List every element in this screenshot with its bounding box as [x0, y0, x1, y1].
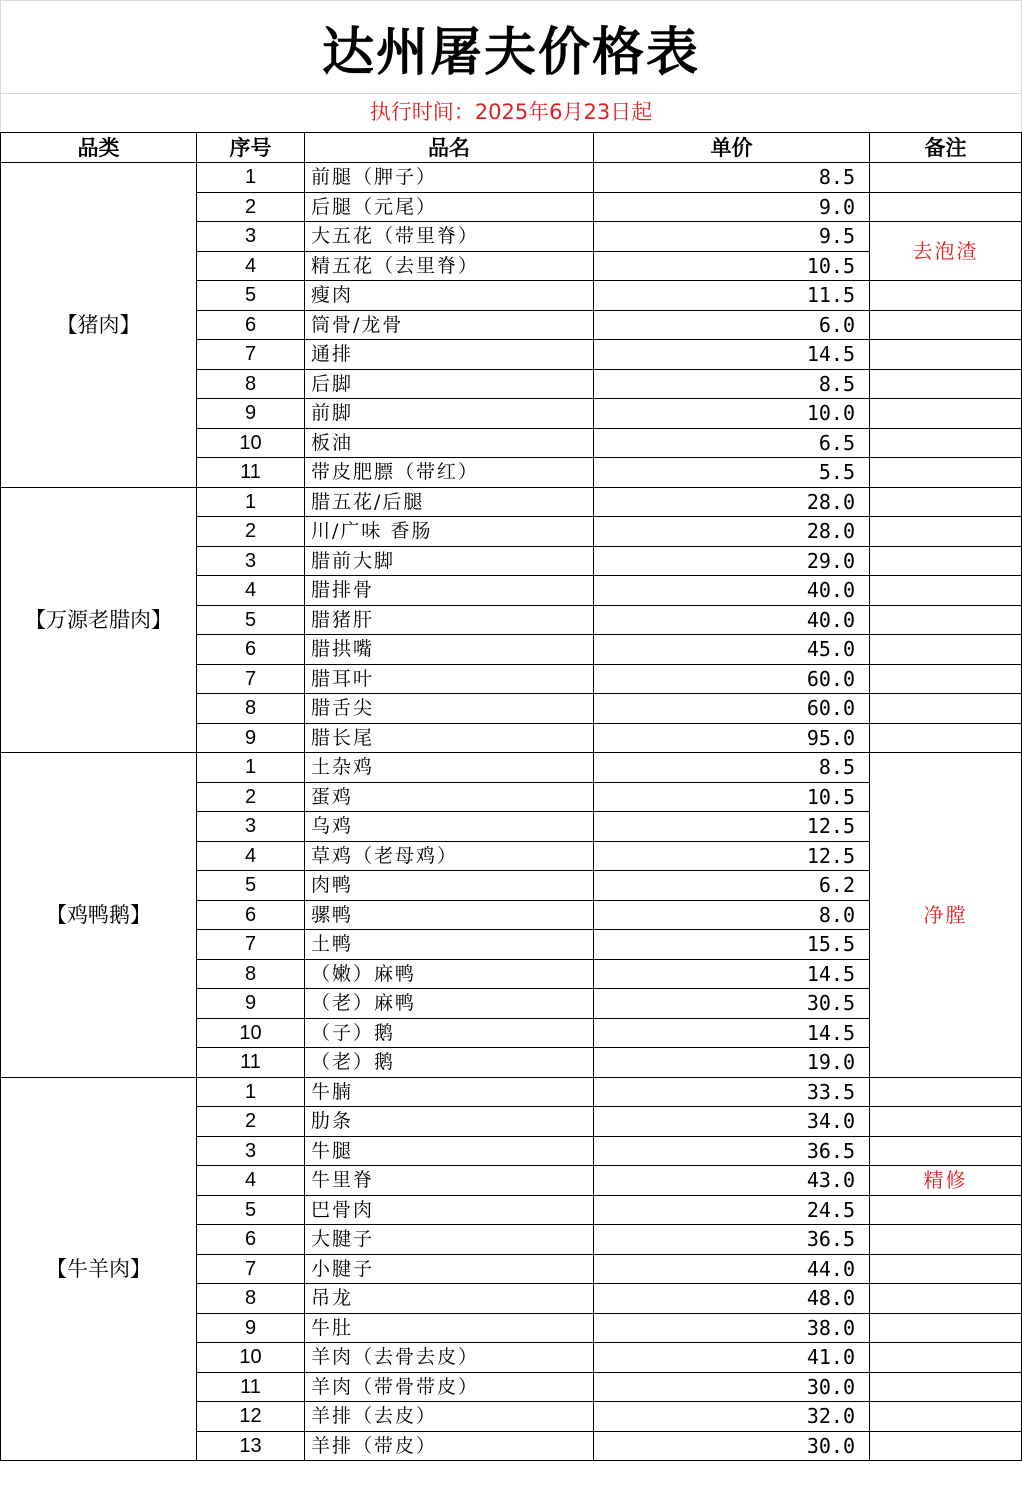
price-cell: 34.0	[594, 1107, 870, 1137]
note-cell-empty	[870, 694, 1022, 724]
price-cell: 30.0	[594, 1431, 870, 1461]
price-cell: 14.5	[594, 959, 870, 989]
index-cell: 5	[197, 605, 305, 635]
price-cell: 8.5	[594, 369, 870, 399]
price-cell: 60.0	[594, 694, 870, 724]
note-cell-empty	[870, 605, 1022, 635]
price-cell: 30.5	[594, 989, 870, 1019]
product-name-cell: 精五花（去里脊）	[305, 251, 594, 281]
index-cell: 8	[197, 959, 305, 989]
product-name-cell: 土鸭	[305, 930, 594, 960]
note-cell-empty	[870, 369, 1022, 399]
note-cell-empty	[870, 1284, 1022, 1314]
price-cell: 11.5	[594, 281, 870, 311]
product-name-cell: 腊长尾	[305, 723, 594, 753]
product-name-cell: 前脚	[305, 399, 594, 429]
category-cell: 【万源老腊肉】	[1, 487, 197, 753]
product-name-cell: 土杂鸡	[305, 753, 594, 783]
price-cell: 30.0	[594, 1372, 870, 1402]
price-cell: 6.2	[594, 871, 870, 901]
product-name-cell: 乌鸡	[305, 812, 594, 842]
product-name-cell: 腊五花/后腿	[305, 487, 594, 517]
price-cell: 9.5	[594, 222, 870, 252]
note-cell-empty	[870, 340, 1022, 370]
product-name-cell: 腊舌尖	[305, 694, 594, 724]
price-cell: 14.5	[594, 1018, 870, 1048]
index-cell: 6	[197, 635, 305, 665]
note-cell-empty	[870, 487, 1022, 517]
product-name-cell: 牛里脊	[305, 1166, 594, 1196]
index-cell: 6	[197, 900, 305, 930]
header-index: 序号	[197, 133, 305, 163]
price-cell: 32.0	[594, 1402, 870, 1432]
price-cell: 14.5	[594, 340, 870, 370]
note-cell-empty	[870, 163, 1022, 193]
note-cell-empty	[870, 1313, 1022, 1343]
index-cell: 4	[197, 251, 305, 281]
product-name-cell: 羊肉（去骨去皮）	[305, 1343, 594, 1373]
product-name-cell: 后脚	[305, 369, 594, 399]
product-name-cell: 瘦肉	[305, 281, 594, 311]
product-name-cell: 腊前大脚	[305, 546, 594, 576]
price-cell: 41.0	[594, 1343, 870, 1373]
price-cell: 36.5	[594, 1225, 870, 1255]
index-cell: 5	[197, 871, 305, 901]
product-name-cell: 蛋鸡	[305, 782, 594, 812]
index-cell: 8	[197, 369, 305, 399]
index-cell: 6	[197, 1225, 305, 1255]
note-cell-empty	[870, 1077, 1022, 1107]
note-cell: 净膛	[870, 753, 1022, 1078]
index-cell: 7	[197, 1254, 305, 1284]
product-name-cell: 通排	[305, 340, 594, 370]
price-cell: 28.0	[594, 517, 870, 547]
note-cell-empty	[870, 428, 1022, 458]
price-cell: 5.5	[594, 458, 870, 488]
index-cell: 8	[197, 694, 305, 724]
index-cell: 2	[197, 517, 305, 547]
index-cell: 9	[197, 399, 305, 429]
product-name-cell: 小腱子	[305, 1254, 594, 1284]
index-cell: 2	[197, 1107, 305, 1137]
note-cell-empty	[870, 1107, 1022, 1137]
product-name-cell: 肋条	[305, 1107, 594, 1137]
note-cell-empty	[870, 517, 1022, 547]
index-cell: 5	[197, 1195, 305, 1225]
price-cell: 24.5	[594, 1195, 870, 1225]
product-name-cell: 牛腿	[305, 1136, 594, 1166]
index-cell: 1	[197, 163, 305, 193]
index-cell: 6	[197, 310, 305, 340]
title-row	[0, 0, 1022, 94]
price-table	[0, 132, 1022, 1461]
price-cell: 40.0	[594, 605, 870, 635]
product-name-cell: 腊猪肝	[305, 605, 594, 635]
header-price: 单价	[594, 133, 870, 163]
product-name-cell: 吊龙	[305, 1284, 594, 1314]
price-cell: 15.5	[594, 930, 870, 960]
note-cell-empty	[870, 576, 1022, 606]
index-cell: 3	[197, 222, 305, 252]
category-cell: 【牛羊肉】	[1, 1077, 197, 1461]
index-cell: 1	[197, 1077, 305, 1107]
product-name-cell: 骡鸭	[305, 900, 594, 930]
note-cell-empty	[870, 635, 1022, 665]
note-cell-empty	[870, 664, 1022, 694]
note-cell: 去泡渣	[870, 222, 1022, 281]
index-cell: 2	[197, 782, 305, 812]
note-cell-empty	[870, 1402, 1022, 1432]
index-cell: 10	[197, 1343, 305, 1373]
index-cell: 10	[197, 428, 305, 458]
price-cell: 8.5	[594, 163, 870, 193]
product-name-cell: 牛肚	[305, 1313, 594, 1343]
product-name-cell: 腊拱嘴	[305, 635, 594, 665]
category-cell: 【鸡鸭鹅】	[1, 753, 197, 1078]
table-body	[1, 163, 1022, 1461]
product-name-cell: 后腿（元尾）	[305, 192, 594, 222]
price-cell: 19.0	[594, 1048, 870, 1078]
price-cell: 12.5	[594, 841, 870, 871]
index-cell: 7	[197, 930, 305, 960]
index-cell: 11	[197, 1048, 305, 1078]
table-row	[1, 1077, 1022, 1107]
product-name-cell: 肉鸭	[305, 871, 594, 901]
price-cell: 9.0	[594, 192, 870, 222]
note-cell: 精修	[870, 1166, 1022, 1196]
price-cell: 38.0	[594, 1313, 870, 1343]
index-cell: 3	[197, 1136, 305, 1166]
note-cell-empty	[870, 1343, 1022, 1373]
note-cell-empty	[870, 192, 1022, 222]
product-name-cell: 牛腩	[305, 1077, 594, 1107]
date-row	[0, 92, 1022, 130]
note-cell-empty	[870, 1225, 1022, 1255]
index-cell: 8	[197, 1284, 305, 1314]
price-cell: 29.0	[594, 546, 870, 576]
note-cell-empty	[870, 1372, 1022, 1402]
table-row	[1, 487, 1022, 517]
product-name-cell: 川/广味 香肠	[305, 517, 594, 547]
note-cell-empty	[870, 458, 1022, 488]
index-cell: 3	[197, 812, 305, 842]
product-name-cell: 巴骨肉	[305, 1195, 594, 1225]
note-cell-empty	[870, 310, 1022, 340]
price-cell: 48.0	[594, 1284, 870, 1314]
index-cell: 11	[197, 1372, 305, 1402]
note-cell-empty	[870, 1136, 1022, 1166]
price-cell: 60.0	[594, 664, 870, 694]
price-cell: 43.0	[594, 1166, 870, 1196]
category-cell: 【猪肉】	[1, 163, 197, 488]
price-cell: 10.5	[594, 251, 870, 281]
product-name-cell: （子）鹅	[305, 1018, 594, 1048]
index-cell: 10	[197, 1018, 305, 1048]
note-cell-empty	[870, 1254, 1022, 1284]
index-cell: 11	[197, 458, 305, 488]
index-cell: 9	[197, 989, 305, 1019]
table-row	[1, 753, 1022, 783]
price-cell: 40.0	[594, 576, 870, 606]
index-cell: 2	[197, 192, 305, 222]
index-cell: 1	[197, 487, 305, 517]
index-cell: 4	[197, 1166, 305, 1196]
price-cell: 6.0	[594, 310, 870, 340]
price-cell: 45.0	[594, 635, 870, 665]
effective-date: 执行时间：2025年6月23日起	[369, 100, 653, 124]
product-name-cell: （老）鹅	[305, 1048, 594, 1078]
product-name-cell: 腊耳叶	[305, 664, 594, 694]
product-name-cell: 羊肉（带骨带皮）	[305, 1372, 594, 1402]
index-cell: 3	[197, 546, 305, 576]
price-cell: 10.0	[594, 399, 870, 429]
product-name-cell: 羊排（带皮）	[305, 1431, 594, 1461]
index-cell: 13	[197, 1431, 305, 1461]
index-cell: 4	[197, 576, 305, 606]
note-cell-empty	[870, 1431, 1022, 1461]
product-name-cell: 带皮肥膘（带红）	[305, 458, 594, 488]
product-name-cell: （老）麻鸭	[305, 989, 594, 1019]
header-name: 品名	[305, 133, 594, 163]
note-cell-empty	[870, 399, 1022, 429]
price-cell: 36.5	[594, 1136, 870, 1166]
price-cell: 10.5	[594, 782, 870, 812]
product-name-cell: （嫩）麻鸭	[305, 959, 594, 989]
index-cell: 5	[197, 281, 305, 311]
index-cell: 9	[197, 1313, 305, 1343]
product-name-cell: 筒骨/龙骨	[305, 310, 594, 340]
product-name-cell: 腊排骨	[305, 576, 594, 606]
product-name-cell: 大腱子	[305, 1225, 594, 1255]
note-cell-empty	[870, 281, 1022, 311]
price-cell: 33.5	[594, 1077, 870, 1107]
index-cell: 4	[197, 841, 305, 871]
price-cell: 44.0	[594, 1254, 870, 1284]
product-name-cell: 草鸡（老母鸡）	[305, 841, 594, 871]
table-row	[1, 163, 1022, 193]
price-cell: 8.5	[594, 753, 870, 783]
header-note: 备注	[870, 133, 1022, 163]
note-cell-empty	[870, 546, 1022, 576]
header-category: 品类	[1, 133, 197, 163]
product-name-cell: 羊排（去皮）	[305, 1402, 594, 1432]
note-cell-empty	[870, 1195, 1022, 1225]
page-title: 达州屠夫价格表	[321, 22, 700, 83]
index-cell: 1	[197, 753, 305, 783]
price-cell: 95.0	[594, 723, 870, 753]
index-cell: 12	[197, 1402, 305, 1432]
index-cell: 7	[197, 340, 305, 370]
product-name-cell: 前腿（胛子）	[305, 163, 594, 193]
index-cell: 7	[197, 664, 305, 694]
price-cell: 6.5	[594, 428, 870, 458]
product-name-cell: 板油	[305, 428, 594, 458]
note-cell-empty	[870, 723, 1022, 753]
header-row	[1, 133, 1022, 163]
index-cell: 9	[197, 723, 305, 753]
product-name-cell: 大五花（带里脊）	[305, 222, 594, 252]
price-cell: 28.0	[594, 487, 870, 517]
price-cell: 12.5	[594, 812, 870, 842]
price-cell: 8.0	[594, 900, 870, 930]
